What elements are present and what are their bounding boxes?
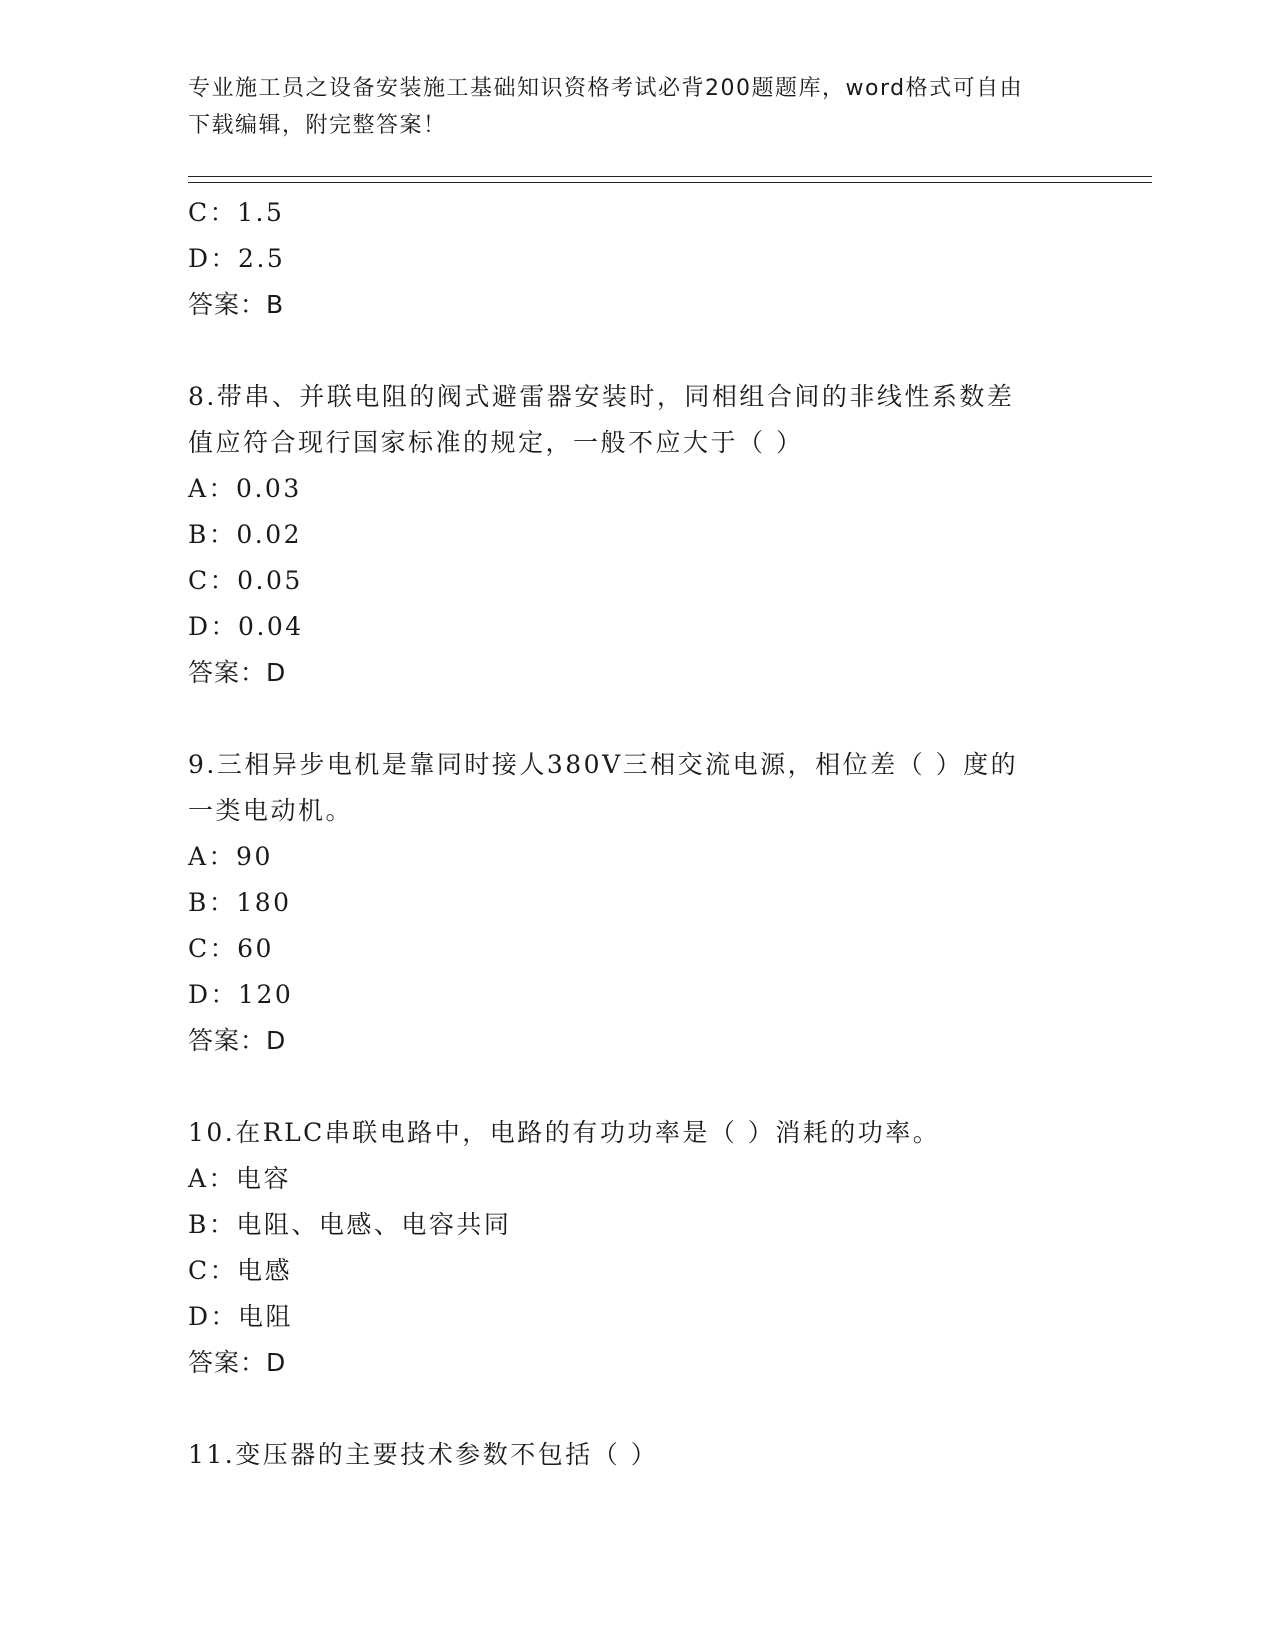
option-c: C：1.5: [188, 198, 285, 227]
question-8: [188, 374, 1088, 696]
option-d: D：120: [188, 980, 294, 1009]
option-a: A：0.03: [188, 474, 302, 503]
question-stem-line: 10.在RLC串联电路中，电路的有功功率是（ ）消耗的功率。: [188, 1118, 941, 1147]
header-divider-bottom: [188, 182, 1152, 183]
question-stem-line: 一类电动机。: [188, 796, 354, 825]
option-d: D：0.04: [188, 612, 304, 641]
spacer: [188, 1064, 1088, 1110]
option-c: C：电感: [188, 1256, 293, 1285]
question-10: [188, 1110, 1088, 1386]
option-b: B：0.02: [188, 520, 303, 549]
option-c: C：60: [188, 934, 274, 963]
question-stem-line: 8.带串、并联电阻的阀式避雷器安装时，同相组合间的非线性系数差: [188, 382, 1015, 411]
option-b: B：电阻、电感、电容共同: [188, 1210, 512, 1239]
option-a: A：90: [188, 842, 273, 871]
header-line-2: 下载编辑，附完整答案！: [188, 113, 447, 138]
option-a: A：电容: [188, 1164, 292, 1193]
spacer: [188, 328, 1088, 374]
question-stem-line: 11.变压器的主要技术参数不包括（ ）: [188, 1440, 659, 1469]
question-list: [188, 190, 1088, 1478]
header-divider-top: [188, 176, 1152, 177]
spacer: [188, 696, 1088, 742]
option-d: D：2.5: [188, 244, 286, 273]
answer-line: 答案：D: [188, 658, 287, 687]
document-header: [188, 70, 1068, 144]
question-7-tail: [188, 190, 1088, 328]
answer-line: 答案：B: [188, 290, 285, 319]
question-stem-line: 9.三相异步电机是靠同时接人380V三相交流电源，相位差（ ）度的: [188, 750, 1019, 779]
spacer: [188, 1386, 1088, 1432]
question-11: [188, 1432, 1088, 1478]
question-stem-line: 值应符合现行国家标准的规定，一般不应大于（ ）: [188, 428, 804, 457]
question-9: [188, 742, 1088, 1064]
answer-line: 答案：D: [188, 1026, 287, 1055]
option-d: D：电阻: [188, 1302, 294, 1331]
answer-line: 答案：D: [188, 1348, 287, 1377]
option-c: C：0.05: [188, 566, 303, 595]
header-line-1: 专业施工员之设备安装施工基础知识资格考试必背200题题库，word格式可自由: [188, 76, 1024, 101]
option-b: B：180: [188, 888, 292, 917]
